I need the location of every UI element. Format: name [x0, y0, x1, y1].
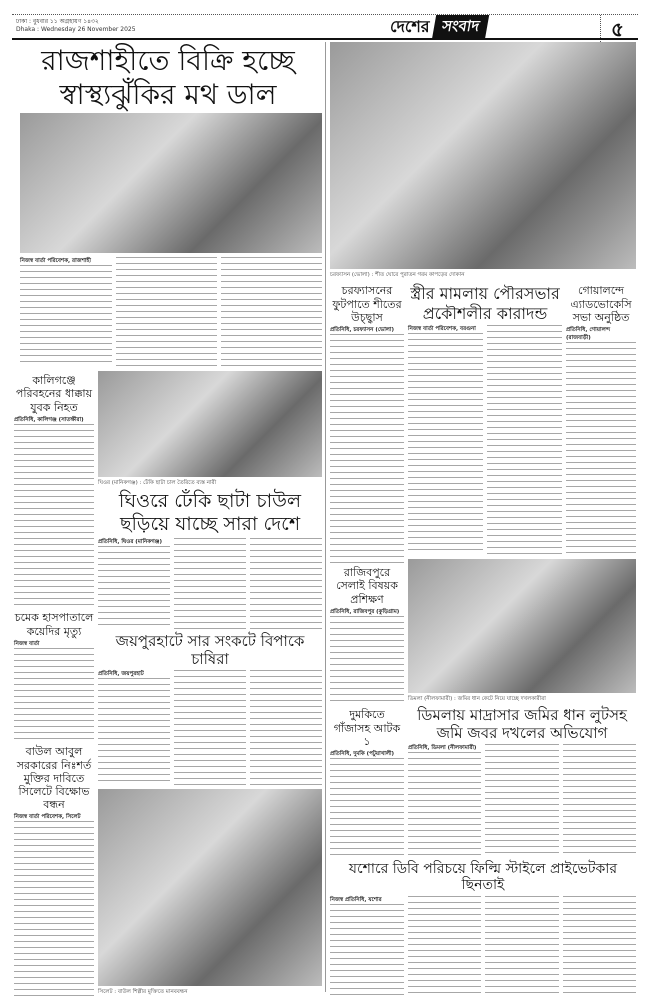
article-body	[408, 752, 481, 858]
rajibpur-headline[interactable]: রাজিবপুরে সেলাই বিষয়ক প্রশিক্ষণ	[336, 566, 398, 606]
article-body	[563, 896, 637, 996]
byline: নিজস্ব বার্তা পরিবেশক, রাজশাহী	[20, 258, 91, 265]
jessore-body-row	[330, 896, 636, 996]
baul-headline[interactable]: বাউল আবুল সরকারের নিঃশর্ত মুক্তির দাবিতে সিলেটে বিক্ষোভ বন্ধন	[16, 745, 92, 812]
article-body	[566, 342, 636, 555]
market-photo	[330, 42, 636, 269]
lead-headline-line1: রাজশাহীতে বিক্রি হচ্ছে	[41, 44, 295, 77]
left-half	[14, 41, 322, 996]
photo-caption: সিলেট : বাউল শিল্পীর মুক্তিতে মানববন্ধন	[98, 988, 188, 995]
byline: প্রতিনিধি, ঘিওর (মানিকগঞ্জ)	[98, 538, 162, 545]
byline: প্রতিনিধি, কালিগঞ্জ (সাতক্ষীরা)	[14, 416, 84, 423]
article-body	[14, 648, 94, 743]
right-narrow-column	[330, 281, 404, 857]
lead-headline[interactable]	[14, 44, 322, 111]
ghior-body-row	[98, 538, 322, 629]
byline: নিজস্ব বার্তা পরিবেশক, সিলেট	[14, 814, 81, 821]
dimla-headline[interactable]	[408, 706, 636, 742]
joypurhat-body-row	[98, 670, 322, 786]
kaliganj-headline[interactable]: কালিগঞ্জে পরিবহনের ধাক্কায় যুবক নিহত	[15, 374, 93, 414]
engineer-col-1	[408, 325, 483, 555]
byline: প্রতিনিধি, দুমকি (পটুয়াখালী)	[330, 751, 395, 757]
date-english: Dhaka : Wednesday 26 November 2025	[16, 26, 136, 33]
ghior-headline-line2: ছড়িয়ে যাচ্ছে সারা দেশে	[119, 512, 301, 535]
ghior-headline-line1: ঘিওরে ঢেঁকি ছাটা চাউল	[118, 490, 302, 513]
article-body	[14, 821, 94, 996]
jessore-headline[interactable]: যশোরে ডিবি পরিচয়ে ফিল্মি স্টাইলে প্রাইভেটকার ছিনতাই	[348, 860, 618, 894]
photo-caption: ডিমলা (নীলফামারী) : জমির ধান কেটে নিয়ে যাচ্ছে দখলকারীরা	[408, 695, 546, 702]
engineer-body-row	[408, 325, 562, 555]
section-logo-a: দেশের	[390, 16, 430, 36]
lead-body-row	[20, 257, 322, 367]
dimla-body-row	[408, 744, 636, 858]
section-logo	[390, 17, 487, 37]
article-body	[174, 670, 246, 786]
page-number: ৫	[600, 15, 624, 48]
byline: নিজস্ব প্রতিনিধি, যশোর	[330, 897, 382, 904]
article-body	[485, 744, 558, 858]
column-divider	[325, 42, 326, 992]
joypurhat-col-1	[98, 670, 170, 786]
dimla-col-1	[408, 744, 481, 858]
dumki-headline[interactable]: দুমকিতে গাঁজাসহ আটক ১	[333, 708, 401, 748]
article-body	[485, 896, 559, 996]
lead-col-1	[20, 257, 112, 367]
ghior-col-1	[98, 538, 170, 629]
byline: নিজস্ব বার্তা পরিবেশক, বরগুনা	[408, 325, 476, 332]
engineer-article	[408, 281, 562, 555]
article-body	[250, 670, 322, 786]
byline: প্রতিনিধি, গোয়ালন্দ (রাজবাড়ী)	[566, 326, 611, 341]
article-body	[98, 678, 170, 786]
paddy-field-photo	[408, 559, 636, 693]
photo-caption: চরফ্যাসন (ভোলা) : শীত ঘোরে পুরাতন গরম কাপড়ের দোকান	[330, 272, 465, 279]
byline: প্রতিনিধি, চরফ্যাসন (ভোলা)	[330, 326, 395, 333]
chomek-headline[interactable]: চমেক হাসপাতালে কয়েদির মৃত্যু	[14, 611, 94, 638]
engineer-headline-line1: স্ত্রীর মামলায় পৌরসভার	[410, 284, 560, 304]
charfassion-headline[interactable]: চরফ্যাসনের ফুটপাতে শীতের উচ্ছ্বাস	[332, 284, 402, 324]
article-body	[330, 904, 404, 996]
dimla-headline-line2: জমি জবর দখলের অভিযোগ	[436, 723, 608, 742]
article-body	[330, 616, 404, 706]
dheki-photo	[98, 371, 322, 477]
jessore-col-1	[330, 896, 404, 996]
lower-left-row	[14, 371, 322, 996]
dimla-headline-line1: ডিমলায় মাদ্রাসার জমির ধান লুটসহ	[417, 705, 627, 724]
article-body	[250, 538, 322, 629]
article-body	[563, 744, 636, 858]
article-body	[408, 333, 483, 555]
section-logo-b: সংবাদ	[431, 15, 488, 40]
middle-column	[98, 371, 322, 996]
dateline	[16, 18, 136, 34]
byline: প্রতিনিধি, রাজিবপুর (কুড়িগ্রাম)	[330, 608, 400, 615]
ghior-headline[interactable]	[98, 490, 322, 536]
byline: প্রতিনিধি, ডিমলা (নীলফামারী)	[408, 744, 477, 751]
joypurhat-headline[interactable]: জয়পুরহাটে সার সংকটে বিপাকে চাষিরা	[115, 631, 305, 668]
left-narrow-column	[14, 371, 94, 996]
article-body	[408, 896, 482, 996]
goalanda-article	[566, 281, 636, 555]
protest-photo	[98, 789, 322, 986]
date-bengali: ঢাকা : বুধবার ১১ অগ্রহায়ণ ১৪৩২	[16, 18, 99, 25]
article-body	[487, 325, 562, 555]
right-half	[330, 42, 636, 996]
article-body	[174, 538, 246, 629]
top-divider	[12, 14, 638, 15]
right-wide-column	[408, 281, 636, 857]
lead-headline-line2: স্বাস্থ্যঝুঁকির মথ ডাল	[59, 77, 277, 111]
byline: নিজস্ব বার্তা	[14, 640, 40, 647]
article-body	[330, 758, 404, 858]
engineer-headline[interactable]	[408, 284, 562, 322]
article-body	[98, 546, 170, 629]
article-body	[330, 334, 404, 563]
engineer-goalanda-row	[408, 281, 636, 555]
article-body	[116, 257, 217, 367]
lentils-photo	[20, 113, 322, 253]
goalanda-headline[interactable]: গোয়ালন্দে এ্যাডভোকেসি সভা অনুষ্ঠিত	[570, 284, 632, 324]
article-body	[20, 265, 112, 367]
article-body	[14, 424, 94, 609]
engineer-headline-line2: প্রকৌশলীর কারাদন্ড	[422, 303, 548, 323]
photo-caption: ঘিওর (মানিকগঞ্জ) : ঢেঁকি ছাটা চাল তৈরিতে ব্যস্ত নারী	[98, 480, 217, 487]
article-body	[221, 257, 322, 367]
right-main-row	[330, 281, 636, 857]
header-rule	[12, 38, 638, 40]
byline: প্রতিনিধি, জয়পুরহাট	[98, 670, 144, 677]
